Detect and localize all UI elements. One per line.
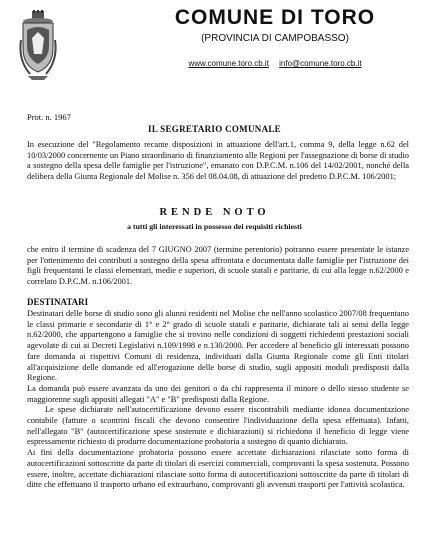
document-title: IL SEGRETARIO COMUNALE bbox=[148, 124, 281, 134]
provincia-name: (PROVINCIA DI CAMPOBASSO) bbox=[201, 33, 349, 44]
destinatari-section bbox=[27, 309, 409, 491]
comune-name: COMUNE DI TORO bbox=[174, 6, 376, 29]
rende-noto-heading: RENDE NOTO bbox=[159, 207, 270, 218]
destinatari-paragraph-2: La domanda può essere avanzata da uno dei genitori o da chi rappresenta il minore o dello stesso studente se maggiorenne sugli appositi allegati "A" e "B" predisposti dalla Regione. bbox=[27, 383, 409, 404]
email-link[interactable]: info@comune.toro.cb.it bbox=[279, 59, 362, 68]
deadline-paragraph: che entro il termine di scadenza del 7 GIUGNO 2007 (termine perentorio) potranno essere presentate le istanze per l'ottenimento dei contributi a sostegno della spesa affrontata e documentata dalle famiglie per l'istruzione dei figli frequentanti le classi elementari, medie e superiori, di scuole statali e paritarie, di cui alla legge n.62/2000 e correlato D.P.C.M. n.106/2001. bbox=[27, 245, 409, 287]
municipal-crest-icon bbox=[18, 10, 58, 82]
destinatari-heading: DESTINATARI bbox=[27, 297, 89, 307]
letterhead bbox=[150, 6, 400, 70]
website-link[interactable]: www.comune.toro.cb.it bbox=[188, 59, 269, 68]
contact-links bbox=[150, 58, 400, 70]
protocol-number: Prot. n. 1967 bbox=[27, 112, 71, 122]
destinatari-paragraph-1: Destinatari delle borse di studio sono gli alunni residenti nel Molise che nell'anno scolastico 2007/08 frequentano le classi primarie e secondarie di 1° e 2° grado di scuole statali e paritarie, dichiarate tali ai sensi della legge n.62/2000, che appartengono a famiglie che si trovino nelle condizioni di soggetti richiedenti prestazioni sociali agevolate di cui ai Decreti Legislativi n.109/1998 e n.130/2000. Per accedere al beneficio gli interessati possono fare domanda ai rispettivi Comuni di residenza, individuati dalla Giunta Regionale come gli Enti titolari all'acquisizione delle domande ed all'erogazione delle borse di studio, sugli appositi moduli predisposti dalla Regione. bbox=[27, 309, 409, 383]
destinatari-paragraph-3: Le spese dichiarate nell'autocertificazione devono essere riscontrabili mediante idonea documentazione contabile (fatture o scontrini fiscali che devono consentire l'individuazione della spesa effettuata). Infatti, nell'allegato "B" (autocertificazione spese sostenute e dichiarazioni) si richiedono il beneficio di legge viene espressamente richiesto di produrre documentazione probatoria a sostegno di quanto dichiarato. bbox=[27, 405, 409, 447]
destinatari-paragraph-4: Ai fini della documentazione probatoria possono essere accettate dichiarazioni rilasciate sotto forma di autocertificazioni sottoscritte da parte di titolari di esercizi commerciali, comprovanti la spesa sostenuta. Possono essere, inoltre, accettate dichiarazioni rilasciate sotto forma di autocertificazioni sottoscritte da parte di titolari di ditte che effettuano il trasporto urbano ed extraurbano, comprovanti gli avvenuti trasporti per l'attività scolastica. bbox=[27, 448, 409, 490]
intro-paragraph: In esecuzione del "Regolamento recante disposizioni in attuazione dell'art.1, comma 9, della legge n.62 del 10/03/2000 concernente un Piano straordinario di finanziamento alle Regioni per l'assegnazione di borse di studio a sostegno della spesa delle famiglie per l'istruzione", emanato con D.P.C.M. n.106 del 14/02/2001, nonché della delibera della Giunta Regionale del Molise n. 356 del 08.04.08, di attuazione del predetto D.P.C.M. 106/2001; bbox=[27, 140, 409, 182]
rende-noto-subtitle: a tutti gli interessati in possesso dei requisiti richiesti bbox=[127, 222, 302, 231]
